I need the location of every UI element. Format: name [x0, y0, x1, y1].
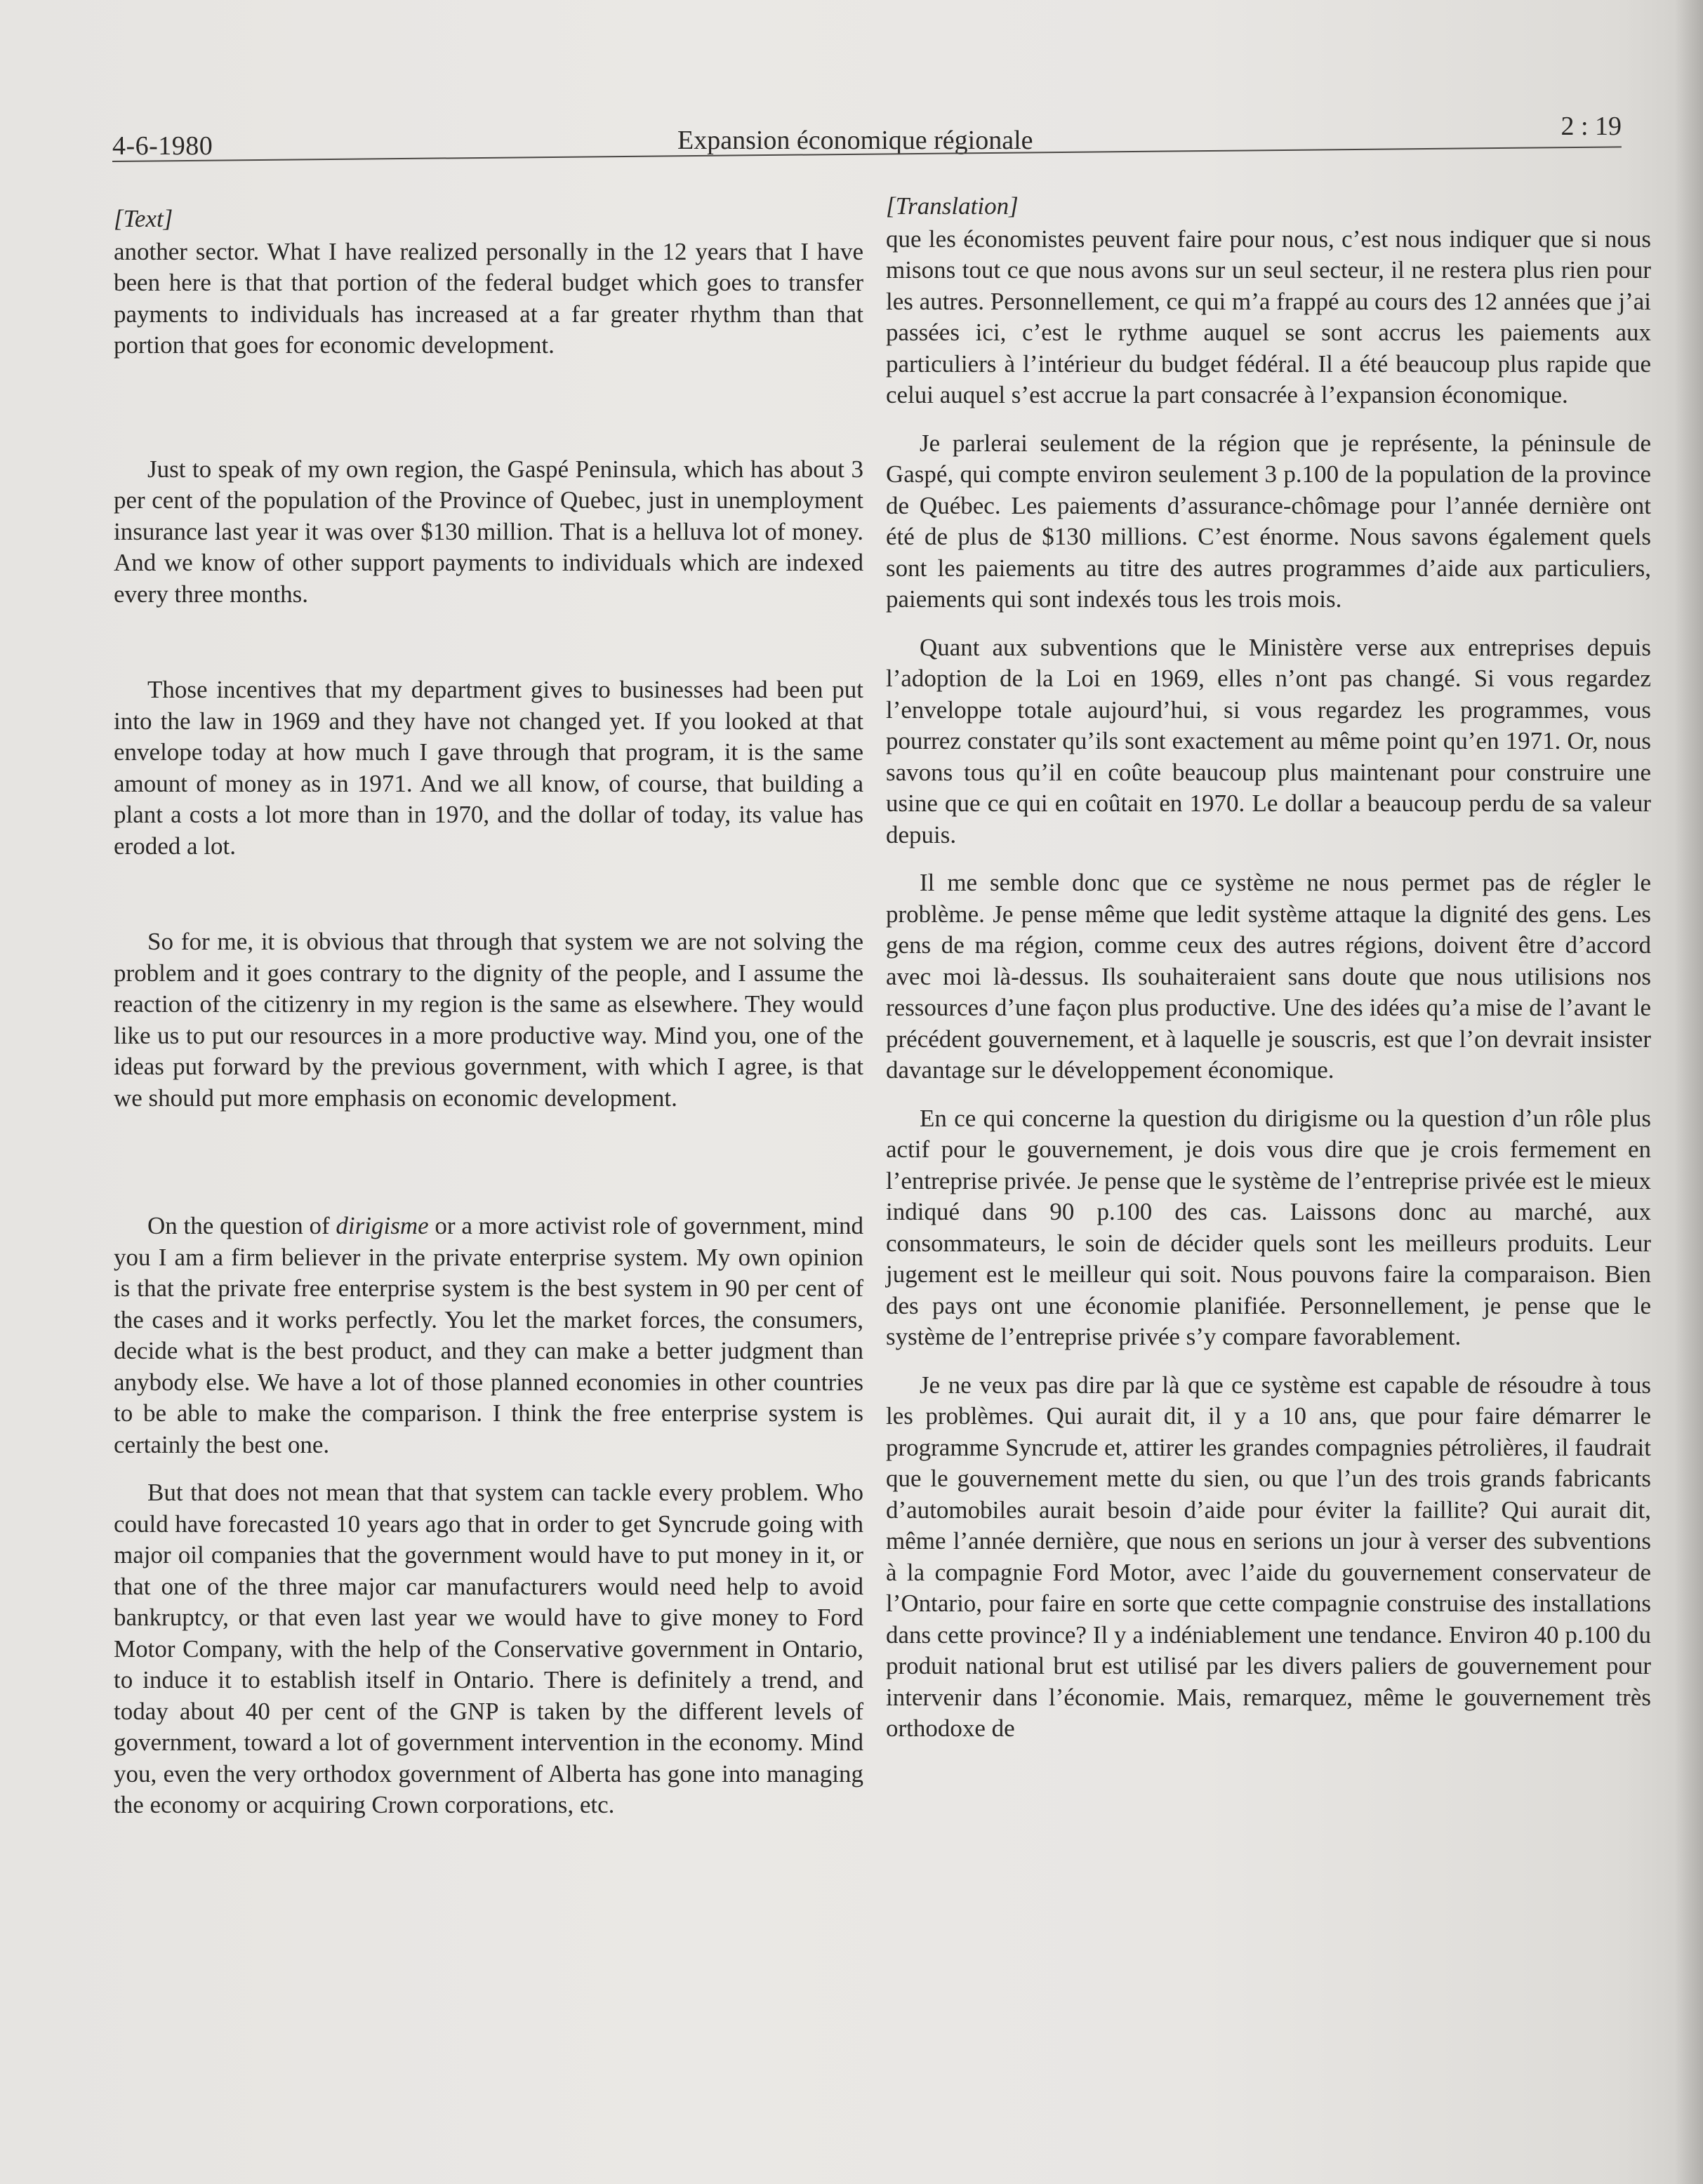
page-edge-shadow: [1675, 0, 1703, 2184]
french-paragraph: Je ne veux pas dire par là que ce système est capable de résoudre à tous les problèmes. Qui aurait dit, il y a 10 ans, que pour faire démarrer le programme Syncrude et, attirer les grandes compagnies pétrolières, il faudrait que le gouvernement mette du sien, ou que l’un des trois grands fabricants d’automobiles aurait besoin d’aide pour éviter la faillite? Qui aurait dit, même l’année dernière, que nous en serions un jour à verser des subventions à la compagnie Ford Motor, avec l’aide du gouvernement conservateur de l’Ontario, pour faire en sorte que cette compagnie construise des installations dans cette province? Il y a indéniablement une tendance. Environ 40 p.100 du produit national brut est utilisé par les divers paliers de gouvernement pour intervenir dans l’économie. Mais, remarquez, même le gouvernement très orthodoxe de: [886, 1371, 1651, 1742]
french-paragraph: Je parlerai seulement de la région que je représente, la péninsule de Gaspé, qui compte environ seulement 3 p.100 de la population de la province de Québec. Les paiements d’assurance-chômage pour l’année dernière ont été de plus de $130 millions. C’est énorme. Nous savons également quels sont les paiements au titre des autres programmes d’aide aux particuliers, paiements qui sont indexés tous les trois mois.: [886, 429, 1651, 613]
french-paragraph: que les économistes peuvent faire pour nous, c’est nous indiquer que si nous misons tout ce que nous avons sur un seul secteur, il ne restera plus rien pour les autres. Personnellement, ce qui m’a frappé au cours des 12 années que j’ai passées ici, c’est le rythme auquel se sont accrus les paiements aux particuliers à l’intérieur du budget fédéral. Il a été beaucoup plus rapide que celui auquel s’est accrue la part consacrée à l’expansion économique.: [886, 225, 1651, 408]
french-paragraph: Quant aux subventions que le Ministère verse aux entreprises depuis l’adoption de la Loi en 1969, elles n’ont pas changé. Si vous regardez l’enveloppe totale aujourd’hui, si vous regardez les programmes, vous pourrez constater qu’ils sont exactement au même point qu’en 1971. Or, nous savons tous qu’il en coûte beaucoup plus maintenant pour construire une usine que ce qui en coûtait en 1970. Le dollar a beaucoup perdu de sa valeur depuis.: [886, 633, 1651, 848]
french-paragraph: Il me semble donc que ce système ne nous permet pas de régler le problème. Je pense même que ledit système attaque la dignité des gens. Les gens de ma région, comme ceux des autres régions, doivent être d’accord avec moi là-dessus. Ils souhaiteraient sans doute que nous utilisions nos ressources d’une façon plus productive. Une des idées qu’a mise de l’avant le précédent gouvernement, et à laquelle je souscris, est que l’on devrait insister davantage sur le développement économique.: [886, 869, 1651, 1084]
header-date: 4-6-1980: [112, 131, 213, 161]
french-paragraph: En ce qui concerne la question du dirigisme ou la question d’un rôle plus actif pour le gouvernement, je dois vous dire que je crois fermement en l’entreprise privée. Je pense que le système de l’entreprise privée est le mieux indiqué dans 90 p.100 des cas. Laissons donc au marché, aux consommateurs, le soin de décider quels sont les meilleurs produits. Leur jugement est le meilleur qui soit. Nous pouvons faire la comparaison. Bien des pays ont une économie planifiée. Personnellement, je pense que le système de l’entreprise privée s’y compare favorablement.: [886, 1104, 1651, 1350]
paragraph-text: or a more activist role of government, mind you I am a firm believer in the private enterprise system. My own opinion is that the private free enterprise system is the best system in 90 per cent of the cases and it works perfectly. You let the market forces, the consumers, decide what is the best product, and they can make a better judgment than anybody else. We have a lot of those planned economies in other countries to be able to make the comparison. I think the free enterprise system is certainly the best one.: [114, 1212, 863, 1458]
french-column: [886, 191, 1651, 1745]
text-marker: [Text]: [114, 205, 173, 232]
header-page-number: 2 : 19: [1560, 112, 1622, 141]
english-paragraph: [114, 1211, 863, 1460]
header-title: Expansion économique régionale: [677, 126, 1033, 155]
english-paragraph: Those incentives that my department gives to businesses had been put into the law in 1969 and they have not changed yet. If you looked at that envelope today at how much I gave through that program, it is the same amount of money as in 1971. And we all know, of course, that building a plant a costs a lot more than in 1970, and the dollar of today, its value has eroded a lot.: [114, 676, 863, 860]
english-paragraph: But that does not mean that that system can tackle every problem. Who could have forecasted 10 years ago that in order to get Syncrude going with major oil companies that the government would have to put money in it, or that one of the three major car manufacturers would need help to avoid bankruptcy, or that even last year we would have to give money to Ford Motor Company, with the help of the Conservative government in Ontario, to induce it to establish itself in Ontario. There is definitely a trend, and today about 40 per cent of the GNP is taken by the different levels of government, toward a lot of government intervention in the economy. Mind you, even the very orthodox government of Alberta has gone into managing the economy or acquiring Crown corporations, etc.: [114, 1479, 863, 1818]
english-column: [114, 204, 863, 1821]
english-paragraph: Just to speak of my own region, the Gaspé Peninsula, which has about 3 per cent of the population of the Province of Quebec, just in unemployment insurance last year it was over $130 million. That is a helluva lot of money. And we know of other support payments to individuals which are indexed every three months.: [114, 455, 863, 608]
emphasis-dirigisme: dirigisme: [336, 1212, 429, 1239]
translation-marker: [Translation]: [886, 192, 1019, 220]
english-paragraph: another sector. What I have realized personally in the 12 years that I have been here is that that portion of the federal budget which goes to transfer payments to individuals has increased at a far greater rhythm than that portion that goes for economic development.: [114, 237, 863, 359]
paragraph-text: On the question of: [147, 1212, 336, 1239]
english-paragraph: So for me, it is obvious that through that system we are not solving the problem and it goes contrary to the dignity of the people, and I assume the reaction of the citizenry in my region is the same as elsewhere. They would like us to put our resources in a more productive way. Mind you, one of the ideas put forward by the previous government, with which I agree, is that we should put more emphasis on economic development.: [114, 928, 863, 1112]
